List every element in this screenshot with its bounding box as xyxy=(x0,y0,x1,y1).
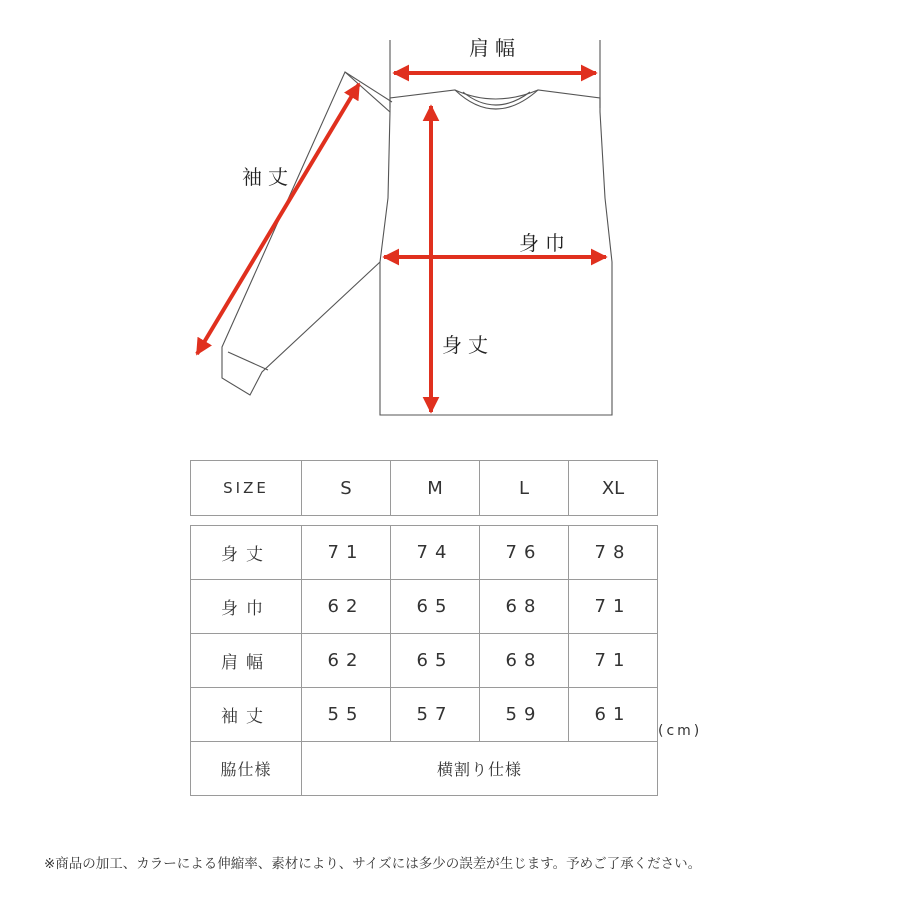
table-row xyxy=(191,634,658,688)
size-m: M xyxy=(391,461,480,516)
table-row xyxy=(191,580,658,634)
size-l: L xyxy=(480,461,569,516)
table-row xyxy=(191,526,658,580)
row-label-body-width: 身巾 xyxy=(191,580,302,634)
row-label-shoulder-width: 肩幅 xyxy=(191,634,302,688)
table-cell: 68 xyxy=(480,580,569,634)
row-label-side-spec: 脇仕様 xyxy=(191,742,302,796)
footnote: ※商品の加工、カラーによる伸縮率、素材により、サイズには多少の誤差が生じます。予めご了承ください。 xyxy=(44,856,702,872)
sleeve-length-arrow xyxy=(197,84,359,354)
shoulder-width-label: 肩幅 xyxy=(469,36,521,60)
size-s: S xyxy=(302,461,391,516)
table-cell: 76 xyxy=(480,526,569,580)
size-xl: XL xyxy=(569,461,658,516)
sleeve-length-label: 袖丈 xyxy=(242,165,294,189)
size-header-label: SIZE xyxy=(191,461,302,516)
body-length-label: 身丈 xyxy=(442,333,494,357)
unit-label: (cm) xyxy=(658,723,703,739)
table-cell: 55 xyxy=(302,688,391,742)
row-label-body-length: 身丈 xyxy=(191,526,302,580)
size-header-table xyxy=(190,460,658,516)
table-cell: 57 xyxy=(391,688,480,742)
table-cell: 71 xyxy=(569,580,658,634)
table-cell: 71 xyxy=(569,634,658,688)
table-cell: 65 xyxy=(391,580,480,634)
table-cell: 59 xyxy=(480,688,569,742)
shirt-outline xyxy=(222,40,612,415)
table-cell: 65 xyxy=(391,634,480,688)
size-header-row xyxy=(191,461,658,516)
size-measurement-table xyxy=(190,525,658,796)
table-cell: 71 xyxy=(302,526,391,580)
side-spec-value: 横割り仕様 xyxy=(302,742,658,796)
table-cell: 78 xyxy=(569,526,658,580)
table-cell: 61 xyxy=(569,688,658,742)
table-row xyxy=(191,742,658,796)
table-cell: 62 xyxy=(302,634,391,688)
garment-measurement-diagram xyxy=(0,0,920,430)
table-cell: 74 xyxy=(391,526,480,580)
table-cell: 68 xyxy=(480,634,569,688)
table-cell: 62 xyxy=(302,580,391,634)
row-label-sleeve-length: 袖丈 xyxy=(191,688,302,742)
body-width-label: 身巾 xyxy=(519,231,571,255)
table-row xyxy=(191,688,658,742)
